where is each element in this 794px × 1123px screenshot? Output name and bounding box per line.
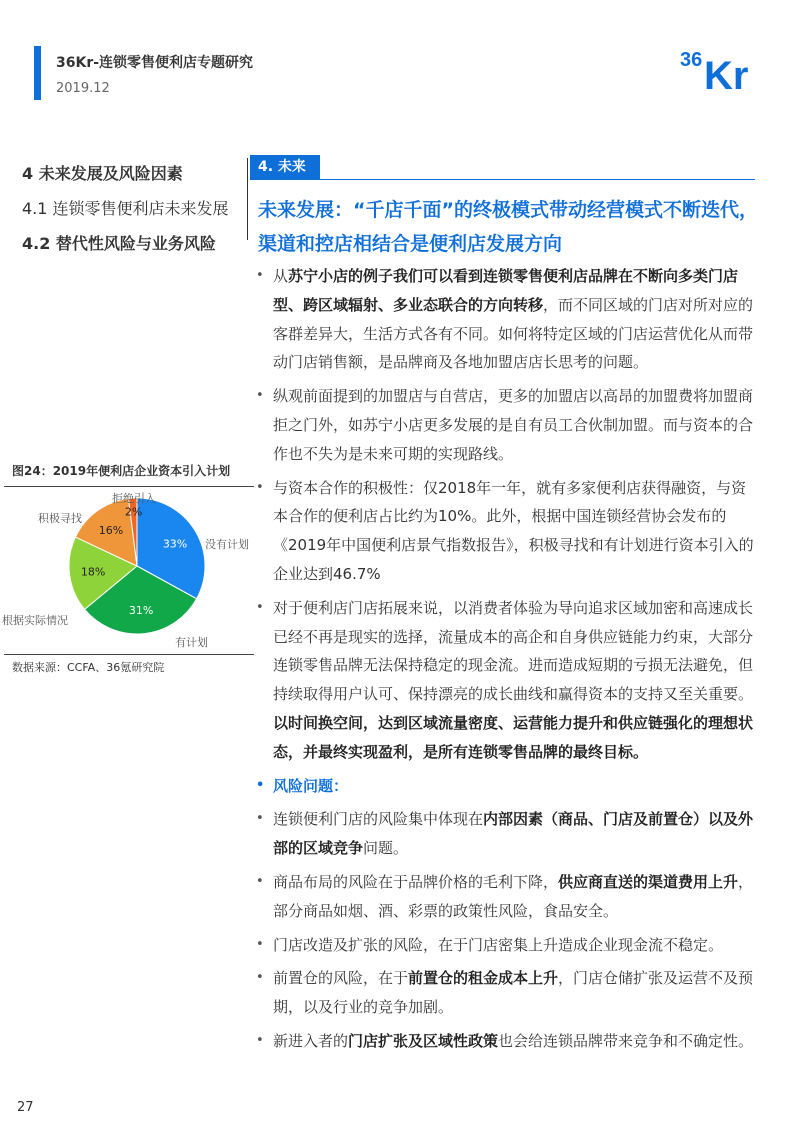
section-underline: [250, 179, 755, 180]
pie-value-label: 16%: [98, 524, 124, 538]
bullet-item: [256, 931, 760, 960]
bullet-item: [256, 382, 760, 468]
toc-item-4-2[interactable]: 4.2 替代性风险与业务风险: [22, 234, 216, 253]
bullet-item: [256, 594, 760, 767]
bullet-text: 与资本合作的积极性：仅2018年一年，就有多家便利店获得融资，与资本合作的便利店占比约为10%。此外，根据中国连锁经营协会发布的《2019年中国便利店景气指数报告》，积极寻找和有计划进行资本引入的企业达到46.7%: [273, 478, 754, 583]
risk-heading: [256, 772, 760, 801]
logo-text-kr: Kr: [704, 54, 749, 92]
bullet-text: 对于便利店门店拓展来说，以消费者体验为导向追求区域加密和高速成长已经不再是现实的选择，流量成本的高企和自身供应链能力约束，大部分连锁零售品牌无法保持稳定的现金流。进而造成短期的亏损无法避免，但持续取得用户认可、保持漂亮的成长曲线和赢得资本的支持又至关重要。: [273, 598, 754, 704]
bullet-item: [256, 1027, 760, 1056]
bullet-text: ，而不同区域的门店对所对应的客群差异大，生活方式各有不同。如何将特定区域的门店运营优化从而带动门店销售额，是品牌商及各地加盟店店长思考的问题。: [273, 295, 754, 372]
toc-item-chapter-4[interactable]: 4 未来发展及风险因素: [22, 164, 183, 183]
report-date: 2019.12: [56, 81, 110, 96]
pie-value-label: 2%: [124, 505, 143, 519]
pie-category-label: 积极寻找: [38, 512, 82, 525]
bullet-text: 前置仓的风险，在于: [273, 969, 409, 988]
pie-category-label: 没有计划: [205, 538, 249, 551]
header-accent-bar: [34, 46, 41, 100]
bullet-text: 门店改造及扩张的风险，在于门店密集上升造成企业现金流不稳定。: [273, 935, 724, 954]
bullet-bold-text: 苏宁小店的例子我们可以看到连锁零售便利店品牌在不断向多类门店型、跨区域辐射、多业态联合的方向转移: [273, 267, 739, 314]
figure-title: 图24：2019年便利店企业资本引入计划: [12, 464, 231, 478]
bullet-bold-text: 内部因素（商品、门店及前置仓）以及外部的区域竞争: [273, 810, 754, 858]
pie-category-label: 根据实际情况: [2, 614, 68, 627]
pie-value-label: 18%: [80, 565, 106, 579]
logo-text-36: 36: [680, 49, 703, 71]
toc-divider: [247, 158, 248, 240]
pie-category-label: 有计划: [175, 636, 208, 649]
bullet-text: 也会给连锁品牌带来竞争和不确定性。: [498, 1031, 754, 1050]
table-of-contents: [22, 164, 229, 269]
pie-category-label: 拒绝引入: [112, 492, 156, 505]
pie-value-label: 33%: [162, 537, 188, 551]
bullet-text: 新进入者的: [273, 1031, 349, 1050]
bullet-item: [256, 262, 760, 377]
page-number: 27: [17, 1100, 34, 1115]
bullet-item: [256, 805, 760, 863]
section-tag: 4. 未来: [250, 155, 320, 179]
bullet-item: [256, 964, 760, 1022]
bullet-bold-text: 门店扩张及区域性政策: [348, 1031, 499, 1050]
bullet-text: ，部分商品如烟、酒、彩票的政策性风险，食品安全。: [273, 872, 754, 920]
bullet-text: 商品布局的风险在于品牌价格的毛利下降，: [273, 872, 559, 891]
bullet-text: 从: [273, 267, 289, 285]
bullet-text: ，门店仓储扩张及运营不及预期，以及行业的竞争加剧。: [273, 969, 754, 1017]
bullet-text: 连锁便利门店的风险集中体现在: [273, 810, 484, 829]
pie-value-label: 31%: [128, 604, 154, 618]
bullet-bold-text: 以时间换空间，达到区域流量密度、运营能力提升和供应链强化的理想状态，并最终实现盈利，是所有连锁零售品牌的最终目标。: [273, 713, 754, 761]
figure-bottom-rule: [4, 654, 254, 655]
bullet-item: [256, 474, 760, 589]
bullet-text: 问题。: [363, 839, 409, 858]
figure-source: 数据来源：CCFA、36氪研究院: [12, 661, 165, 674]
pie-chart: [0, 488, 258, 653]
bullet-list: [256, 262, 760, 1061]
bullet-bold-text: 供应商直送的渠道费用上升: [558, 872, 739, 891]
bullet-item: [256, 868, 760, 926]
report-title: 36Kr-连锁零售便利店专题研究: [56, 55, 254, 71]
bullet-bold-text: 前置仓的租金成本上升: [408, 969, 559, 988]
bullet-text: 纵观前面提到的加盟店与自营店，更多的加盟店以高昂的加盟费将加盟商拒之门外，如苏宁小店更多发展的是自有员工合伙制加盟。而与资本的合作也不失为是未来可期的实现路线。: [273, 387, 754, 463]
bullet-text: 风险问题：: [273, 776, 349, 795]
36kr-logo: [680, 42, 764, 92]
toc-item-4-1[interactable]: 4.1 连锁零售便利店未来发展: [22, 199, 229, 218]
figure-top-rule: [4, 486, 254, 487]
section-headline: 未来发展：“千店千面”的终极模式带动经营模式不断迭代，渠道和控店相结合是便利店发展方向: [258, 199, 758, 255]
